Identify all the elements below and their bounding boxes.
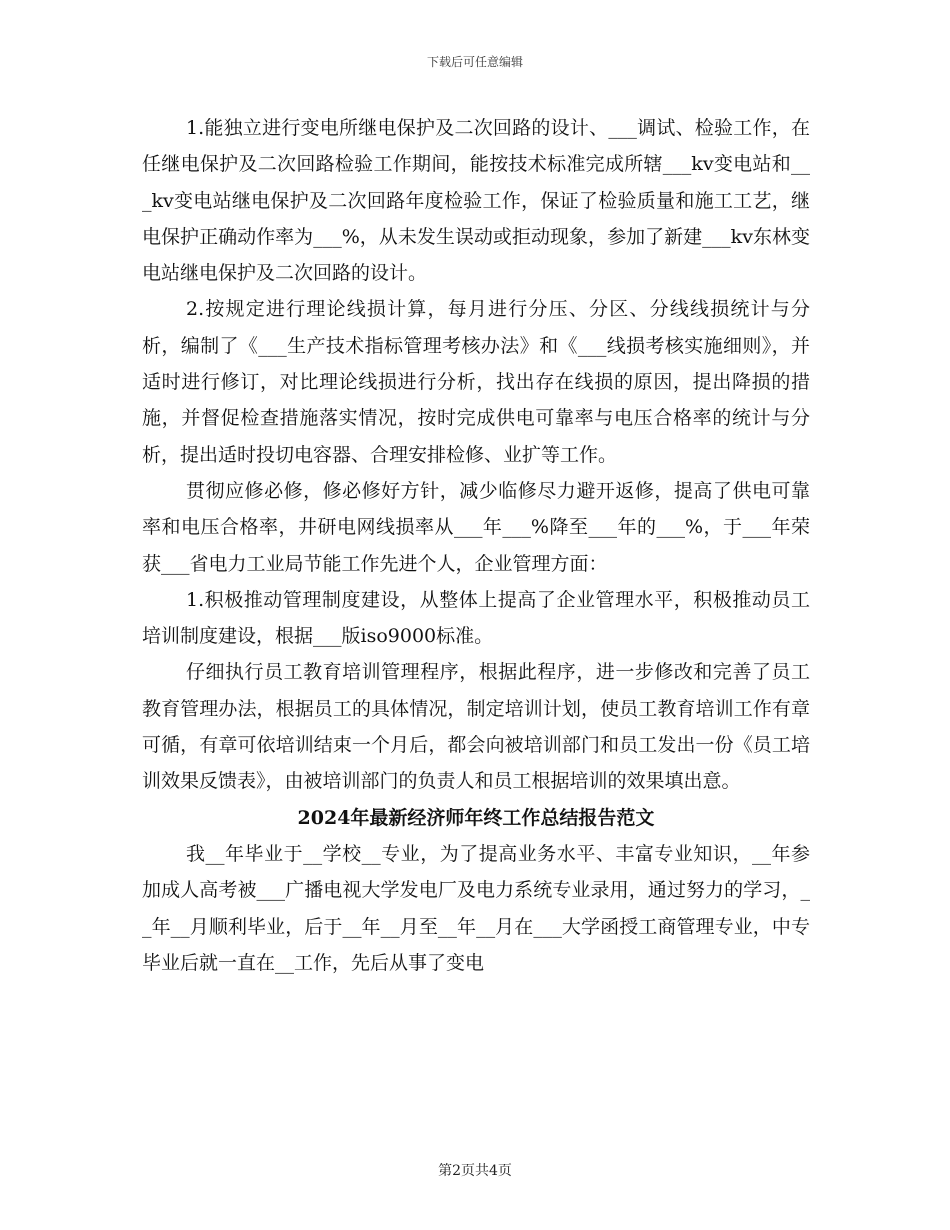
paragraph-relay-protection: 1.能独立进行变电所继电保护及二次回路的设计、___调试、检验工作，在任继电保护及二次回路检验工作期间，能按技术标准完成所辖___kv变电站和___kv变电站继电保护及二次回路年度检验工作，保证了检验质量和施工工艺，继电保护正确动作率为___%，从未发生误动或拒动现象，参加了新建___kv东林变电站继电保护及二次回路的设计。 [142, 117, 810, 285]
paragraph-line-loss: 2.按规定进行理论线损计算，每月进行分压、分区、分线线损统计与分析，编制了《___生产技术指标管理考核办法》和《___线损考核实施细则》，并适时进行修订，对比理论线损进行分析，找出存在线损的原因，提出降损的措施，并督促检查措施落实情况，按时完成供电可靠率与电压合格率的统计与分析，提出适时投切电容器、合理安排检修、业扩等工作。 [142, 298, 810, 466]
paragraph-management-system: 1.积极推动管理制度建设，从整体上提高了企业管理水平，积极推动员工培训制度建设，根据___版iso9000标准。 [142, 588, 810, 648]
page-header-note: 下载后可任意编辑 [426, 55, 523, 69]
paragraph-education: 我__年毕业于__学校__专业，为了提高业务水平、丰富专业知识，__年参加成人高考被___广播电视大学发电厂及电力系统专业录用，通过努力的学习，__年__月顺利毕业，后于__年__月至__年__月在___大学函授工商管理专业，中专毕业后就一直在__工作，先后从事了变电 [142, 842, 810, 974]
paragraph-training: 仔细执行员工教育培训管理程序，根据此程序，进一步修改和完善了员工教育管理办法，根据员工的具体情况，制定培训计划，使员工教育培训工作有章可循，有章可依培训结束一个月后，都会向被培训部门和员工发出一份《员工培训效果反馈表》，由被培训部门的负责人和员工根据培训的效果填出意。 [142, 661, 810, 793]
document-body [142, 110, 810, 981]
paragraph-maintenance: 贯彻应修必修，修必修好方针，减少临修尽力避开返修，提高了供电可靠率和电压合格率，井研电网线损率从___年___%降至___年的___%，于___年荣获___省电力工业局节能工作先进个人，企业管理方面： [142, 479, 810, 575]
section-heading: 2024年最新经济师年终工作总结报告范文 [297, 806, 655, 829]
page-number: 第2页共4页 [438, 1163, 512, 1179]
